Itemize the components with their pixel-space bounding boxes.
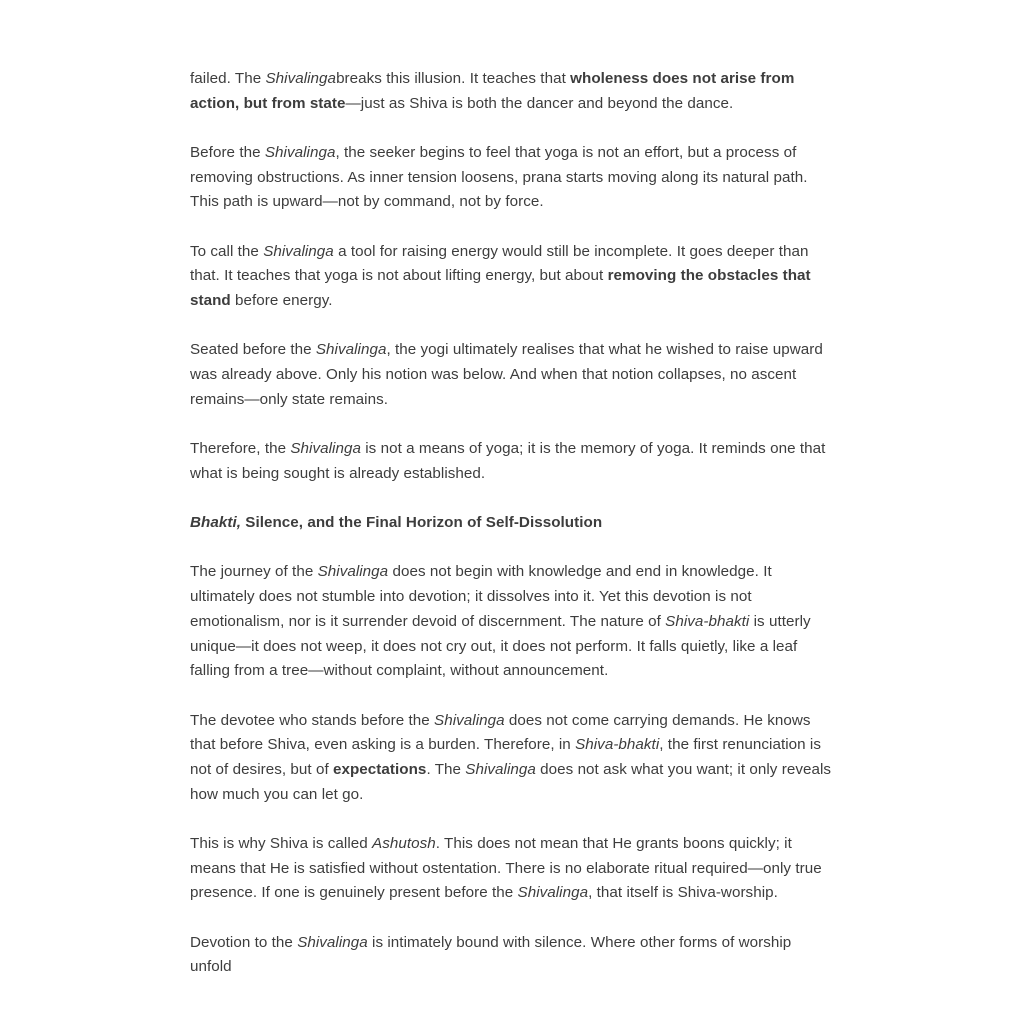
- text-run: is not a means of yoga; it is the memory of yoga. It reminds one that what is being sought is already established.: [190, 440, 826, 482]
- bold-emphasis: expectations: [332, 760, 427, 778]
- italic-term: Shivalinga: [264, 144, 336, 161]
- text-run: does not begin with knowledge and end in knowledge. It ultimately does not stumble into devotion; it dissolves into it. Yet this devotion is not emotionalism, nor is it surrender devoid of discernment. The nature of: [190, 563, 772, 630]
- text-run: , that itself is Shiva-worship.: [588, 884, 778, 902]
- text-run: a tool for raising energy would still be incomplete. It goes deeper than that. It teaches that yoga is not about lifting energy, but about: [190, 242, 809, 285]
- italic-term: Shivalinga: [517, 884, 589, 902]
- italic-term: Shivalinga: [265, 70, 337, 87]
- italic-term: Shivalinga: [263, 242, 334, 260]
- italic-term: Shivalinga: [290, 440, 361, 458]
- text-run: To call the: [190, 242, 264, 260]
- italic-term: Shivalinga: [317, 563, 389, 581]
- section-heading: [190, 511, 835, 536]
- text-run: does not ask what you want; it only reveals how much you can let go.: [190, 760, 832, 803]
- text-run: The devotee who stands before the: [190, 711, 435, 729]
- text-run: does not come carrying demands. He knows that before Shiva, even asking is a burden. Therefore, in: [190, 711, 811, 754]
- text-run: , the yogi ultimately realises that what he wished to raise upward was already above. Only his notion was below. And when that notion collapses, no ascent remains—only state remains.: [190, 341, 823, 408]
- paragraph-9: [190, 931, 835, 980]
- bold-emphasis: wholeness does not arise from action, but from state: [190, 70, 795, 112]
- text-run: before energy.: [230, 292, 333, 310]
- paragraph-7: [190, 709, 835, 808]
- heading-text: Silence, and the Final Horizon of Self-Dissolution: [241, 514, 603, 532]
- italic-term: Shivalinga: [465, 760, 536, 778]
- text-run: is intimately bound with silence. Where other forms of worship unfold: [190, 933, 792, 976]
- text-run: Before the: [190, 144, 265, 161]
- paragraph-5: [190, 437, 835, 486]
- paragraph-3: [190, 240, 835, 314]
- text-run: . This does not mean that He grants boons quickly; it means that He is satisfied without ostentation. There is no elaborate ritual required—only true presence. If one is genuinely present before the: [190, 834, 822, 902]
- italic-term: Shivalinga: [297, 933, 368, 951]
- paragraph-4: [190, 338, 835, 412]
- italic-term: Shivalinga: [434, 711, 505, 729]
- italic-term: Shivalinga: [315, 341, 387, 359]
- heading-italic-term: Bhakti,: [190, 514, 241, 532]
- bold-emphasis: removing the obstacles that stand: [190, 267, 811, 310]
- text-run: , the first renunciation is not of desires, but of: [190, 736, 822, 778]
- italic-term: Shiva-bhakti: [575, 736, 660, 754]
- paragraph-6: [190, 560, 835, 684]
- text-run: Therefore, the: [190, 440, 291, 458]
- text-run: Devotion to the: [190, 933, 298, 951]
- text-run: This is why Shiva is called: [190, 834, 373, 852]
- italic-term: Ashutosh: [372, 834, 436, 852]
- italic-term: Shiva-bhakti: [665, 612, 750, 630]
- text-run: , the seeker begins to feel that yoga is not an effort, but a process of removing obstructions. As inner tension loosens, prana starts moving along its natural path. This path is upward—not by command, not by force.: [190, 144, 808, 211]
- paragraph-2: [190, 141, 835, 215]
- text-run: is utterly unique—it does not weep, it does not cry out, it does not perform. It falls quietly, like a leaf falling from a tree—without complaint, without announcement.: [190, 612, 811, 680]
- text-run: The journey of the: [190, 563, 318, 581]
- article-body: [190, 67, 835, 1005]
- text-run: breaks this illusion. It teaches that: [336, 70, 571, 87]
- paragraph-8: [190, 832, 835, 906]
- text-run: —just as Shiva is both the dancer and beyond the dance.: [345, 94, 734, 112]
- paragraph-1: [190, 67, 835, 116]
- text-run: Seated before the: [190, 341, 316, 359]
- text-run: . The: [426, 760, 466, 778]
- text-run: failed. The: [190, 70, 266, 87]
